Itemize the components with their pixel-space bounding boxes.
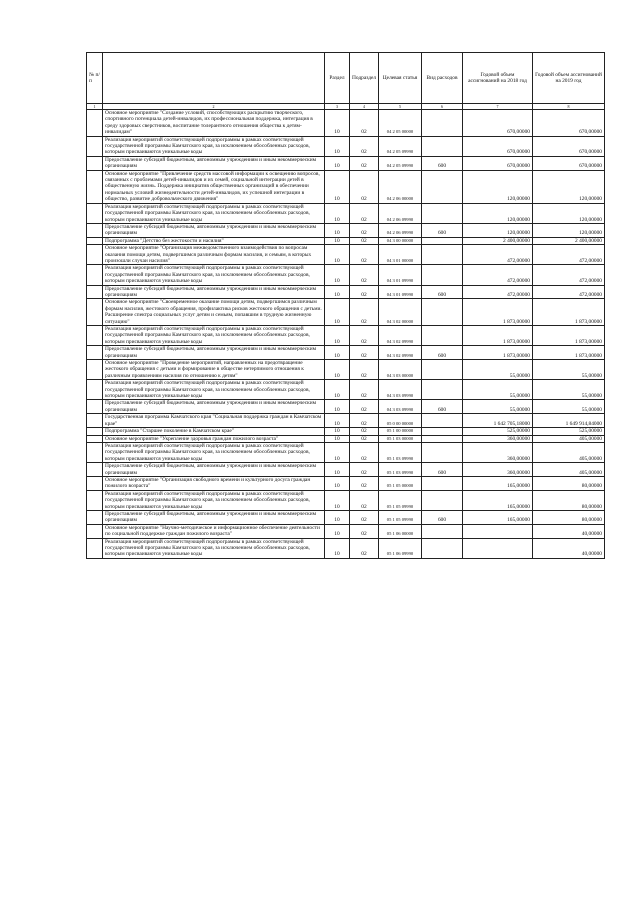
cell-vol2019: 55,00000	[533, 400, 605, 414]
cell-razdel: 10	[325, 299, 350, 326]
cell-expense	[422, 265, 463, 285]
cell-no	[87, 299, 103, 326]
cell-podrazdel: 02	[350, 476, 379, 490]
cell-expense: 600	[422, 400, 463, 414]
cell-podrazdel: 02	[350, 360, 379, 380]
cell-name: Предоставление субсидий бюджетным, автономным учреждениям и иным некоммерческим организациям	[103, 156, 325, 170]
cell-expense	[422, 203, 463, 223]
table-row	[87, 170, 605, 203]
cell-target: 04 3 03 00000	[379, 360, 422, 380]
column-number: 4	[350, 104, 379, 110]
cell-podrazdel: 02	[350, 538, 379, 558]
cell-podrazdel: 02	[350, 524, 379, 538]
header-podrazdel: Подраздел	[350, 53, 379, 104]
cell-podrazdel: 02	[350, 490, 379, 510]
table-row	[87, 110, 605, 137]
cell-target: 05 1 05 00000	[379, 476, 422, 490]
cell-expense	[422, 110, 463, 137]
cell-razdel: 10	[325, 428, 350, 435]
table-body	[87, 110, 605, 559]
cell-razdel: 10	[325, 156, 350, 170]
cell-name: Государственная программа Камчатского края "Социальная поддержка граждан в Камчатском крае"	[103, 414, 325, 428]
cell-razdel: 10	[325, 380, 350, 400]
budget-sheet	[86, 52, 604, 559]
cell-vol2018: 120,00000	[463, 203, 533, 223]
cell-podrazdel: 02	[350, 156, 379, 170]
cell-razdel: 10	[325, 170, 350, 203]
cell-razdel: 10	[325, 490, 350, 510]
table-row	[87, 442, 605, 462]
table-row	[87, 400, 605, 414]
cell-razdel: 10	[325, 346, 350, 360]
cell-expense	[422, 414, 463, 428]
cell-expense	[422, 237, 463, 244]
cell-name: Подпрограмма "Старшее поколение в Камчатском крае"	[103, 428, 325, 435]
cell-expense: 600	[422, 223, 463, 237]
cell-name: Реализация мероприятий соответствующей подпрограммы в рамках соответствующей государственной программы Камчатского края, за исключением обособленных расходов, которым присваиваются уникальные коды	[103, 490, 325, 510]
cell-podrazdel: 02	[350, 380, 379, 400]
cell-podrazdel: 02	[350, 400, 379, 414]
table-row	[87, 476, 605, 490]
cell-no	[87, 223, 103, 237]
cell-vol2019: 1 873,00000	[533, 346, 605, 360]
cell-vol2019: 80,00000	[533, 510, 605, 524]
cell-expense	[422, 476, 463, 490]
column-number: 7	[463, 104, 533, 110]
cell-vol2019: 670,00000	[533, 156, 605, 170]
cell-vol2019: 670,00000	[533, 110, 605, 137]
cell-vol2019: 525,00000	[533, 428, 605, 435]
table-row	[87, 299, 605, 326]
table-row	[87, 380, 605, 400]
cell-podrazdel: 02	[350, 170, 379, 203]
cell-vol2019: 55,00000	[533, 380, 605, 400]
table-row	[87, 326, 605, 346]
cell-name: Реализация мероприятий соответствующей подпрограммы в рамках соответствующей государственной программы Камчатского края, за исключением обособленных расходов, которым присваиваются уникальные коды	[103, 136, 325, 156]
cell-vol2019: 405,00000	[533, 442, 605, 462]
cell-vol2019: 1 873,00000	[533, 299, 605, 326]
cell-vol2018: 165,00000	[463, 476, 533, 490]
cell-no	[87, 414, 103, 428]
cell-target: 04 3 03 09990	[379, 400, 422, 414]
cell-vol2018: 670,00000	[463, 156, 533, 170]
cell-vol2018: 1 642 705,18000	[463, 414, 533, 428]
cell-vol2019: 80,00000	[533, 476, 605, 490]
cell-razdel: 10	[325, 510, 350, 524]
cell-vol2019: 80,00000	[533, 490, 605, 510]
cell-podrazdel: 02	[350, 463, 379, 477]
cell-target: 04 3 02 00000	[379, 299, 422, 326]
cell-vol2019: 55,00000	[533, 360, 605, 380]
cell-vol2018: 55,00000	[463, 360, 533, 380]
cell-razdel: 10	[325, 110, 350, 137]
cell-razdel: 10	[325, 265, 350, 285]
cell-no	[87, 346, 103, 360]
cell-name: Реализация мероприятий соответствующей подпрограммы в рамках соответствующей государственной программы Камчатского края, за исключением обособленных расходов, которым присваиваются уникальные коды	[103, 538, 325, 558]
cell-target: 05 1 03 09990	[379, 463, 422, 477]
cell-vol2018	[463, 538, 533, 558]
cell-expense	[422, 360, 463, 380]
cell-name: Реализация мероприятий соответствующей подпрограммы в рамках соответствующей государственной программы Камчатского края, за исключением обособленных расходов, которым присваиваются уникальные коды	[103, 380, 325, 400]
cell-razdel: 10	[325, 400, 350, 414]
cell-name: Предоставление субсидий бюджетным, автономным учреждениям и иным некоммерческим организациям	[103, 223, 325, 237]
cell-razdel: 10	[325, 463, 350, 477]
cell-podrazdel: 02	[350, 299, 379, 326]
cell-expense	[422, 170, 463, 203]
cell-vol2018: 472,00000	[463, 245, 533, 265]
cell-name: Основное мероприятие "Создание условий, способствующих раскрытию творческого, спортивного потенциала детей-инвалидов, их профессиональная поддержка, интеграция в среду здоровых сверстников, воспитание толерантного отношения общества к детям-инвалидам"	[103, 110, 325, 137]
cell-no	[87, 476, 103, 490]
cell-name: Предоставление субсидий бюджетным, автономным учреждениям и иным некоммерческим организациям	[103, 400, 325, 414]
cell-vol2019: 40,00000	[533, 538, 605, 558]
cell-podrazdel: 02	[350, 203, 379, 223]
cell-target: 05 0 00 00000	[379, 414, 422, 428]
cell-expense: 600	[422, 156, 463, 170]
cell-vol2019: 2 400,00000	[533, 237, 605, 244]
cell-vol2019: 405,00000	[533, 463, 605, 477]
table-row	[87, 490, 605, 510]
cell-no	[87, 170, 103, 203]
cell-name: Реализация мероприятий соответствующей подпрограммы в рамках соответствующей государственной программы Камчатского края, за исключением обособленных расходов, которым присваиваются уникальные коды	[103, 326, 325, 346]
cell-expense: 600	[422, 346, 463, 360]
cell-vol2018: 165,00000	[463, 510, 533, 524]
cell-target: 04 3 00 00000	[379, 237, 422, 244]
cell-podrazdel: 02	[350, 510, 379, 524]
cell-target: 05 1 05 09990	[379, 490, 422, 510]
column-number: 8	[533, 104, 605, 110]
cell-razdel: 10	[325, 326, 350, 346]
cell-no	[87, 110, 103, 137]
cell-razdel: 10	[325, 442, 350, 462]
cell-name: Основное мероприятие "Организация межведомственного взаимодействия по вопросам оказания помощи детям, подвергшимся различным формам насилия, и семьям, в которых произошли случаи насилия"	[103, 245, 325, 265]
cell-vol2019: 472,00000	[533, 245, 605, 265]
cell-vol2018	[463, 524, 533, 538]
column-number: 2	[103, 104, 325, 110]
cell-no	[87, 156, 103, 170]
cell-no	[87, 265, 103, 285]
cell-vol2018: 472,00000	[463, 265, 533, 285]
cell-razdel: 10	[325, 223, 350, 237]
table-row	[87, 285, 605, 299]
column-number: 1	[87, 104, 103, 110]
cell-target: 05 1 03 00000	[379, 435, 422, 442]
cell-name: Основное мероприятие "Привлечение средств массовой информации к освещению вопросов, связанных с проблемами детей-инвалидов и их семей, социальной интеграции детей в общественную жизнь. Поддержка инициатив общественных организаций в обеспечении нормальных условий жизнедеятельности детей-инвалидов, их успешной интеграции в общество, развитие добровольческого движения"	[103, 170, 325, 203]
table-row	[87, 428, 605, 435]
table-row	[87, 265, 605, 285]
cell-razdel: 10	[325, 435, 350, 442]
cell-target: 05 1 03 09990	[379, 442, 422, 462]
cell-razdel: 10	[325, 136, 350, 156]
cell-vol2019: 120,00000	[533, 223, 605, 237]
cell-podrazdel: 02	[350, 110, 379, 137]
cell-vol2018: 670,00000	[463, 110, 533, 137]
cell-vol2018: 360,00000	[463, 463, 533, 477]
cell-expense: 600	[422, 463, 463, 477]
cell-podrazdel: 02	[350, 428, 379, 435]
cell-name: Реализация мероприятий соответствующей подпрограммы в рамках соответствующей государственной программы Камчатского края, за исключением обособленных расходов, которым присваиваются уникальные коды	[103, 203, 325, 223]
table-row	[87, 510, 605, 524]
cell-target: 04 2 06 09990	[379, 223, 422, 237]
budget-table	[86, 52, 605, 559]
cell-vol2019: 472,00000	[533, 265, 605, 285]
cell-razdel: 10	[325, 524, 350, 538]
cell-no	[87, 360, 103, 380]
header-razdel: Раздел	[325, 53, 350, 104]
cell-expense	[422, 428, 463, 435]
cell-expense	[422, 380, 463, 400]
cell-razdel: 10	[325, 285, 350, 299]
cell-expense	[422, 245, 463, 265]
table-row	[87, 237, 605, 244]
cell-podrazdel: 02	[350, 414, 379, 428]
table-row	[87, 524, 605, 538]
cell-target: 04 3 01 09990	[379, 265, 422, 285]
cell-vol2018: 120,00000	[463, 170, 533, 203]
cell-name: Предоставление субсидий бюджетным, автономным учреждениям и иным некоммерческим организациям	[103, 346, 325, 360]
cell-no	[87, 203, 103, 223]
cell-target: 05 1 06 00000	[379, 524, 422, 538]
cell-vol2018: 360,00000	[463, 435, 533, 442]
cell-target: 04 2 06 00000	[379, 170, 422, 203]
column-number: 6	[422, 104, 463, 110]
cell-expense	[422, 490, 463, 510]
cell-no	[87, 237, 103, 244]
cell-expense: 600	[422, 285, 463, 299]
cell-name: Предоставление субсидий бюджетным, автономным учреждениям и иным некоммерческим организациям	[103, 285, 325, 299]
cell-no	[87, 442, 103, 462]
cell-podrazdel: 02	[350, 223, 379, 237]
cell-no	[87, 245, 103, 265]
cell-name: Подпрограмма "Детство без жестокости и насилия"	[103, 237, 325, 244]
cell-vol2018: 472,00000	[463, 285, 533, 299]
cell-no	[87, 285, 103, 299]
cell-razdel: 10	[325, 203, 350, 223]
cell-target: 05 1 00 00000	[379, 428, 422, 435]
cell-expense	[422, 524, 463, 538]
cell-vol2018: 1 873,00000	[463, 346, 533, 360]
column-number: 5	[379, 104, 422, 110]
cell-expense	[422, 136, 463, 156]
cell-target: 04 3 02 09990	[379, 346, 422, 360]
header-vol2019: Годовой объем ассигнований на 2019 год	[533, 53, 605, 104]
table-row	[87, 223, 605, 237]
cell-podrazdel: 02	[350, 326, 379, 346]
cell-vol2018: 670,00000	[463, 136, 533, 156]
cell-name: Предоставление субсидий бюджетным, автономным учреждениям и иным некоммерческим организациям	[103, 510, 325, 524]
cell-expense	[422, 299, 463, 326]
cell-vol2018: 1 873,00000	[463, 299, 533, 326]
cell-name: Основное мероприятие "Своевременное оказание помощи детям, подвергшимся различным формам насилия, жестокого обращения, профилактика рисков жестокого обращения с детьми. Расширение спектра социальных услуг детям и семьям, попавшим в трудную жизненную ситуацию"	[103, 299, 325, 326]
cell-podrazdel: 02	[350, 245, 379, 265]
table-row	[87, 136, 605, 156]
cell-podrazdel: 02	[350, 237, 379, 244]
table-row	[87, 538, 605, 558]
cell-target: 04 2 05 09990	[379, 136, 422, 156]
cell-vol2018: 165,00000	[463, 490, 533, 510]
cell-no	[87, 136, 103, 156]
cell-no	[87, 428, 103, 435]
cell-name: Основное мероприятие "Организация свободного времени и культурного досуга граждан пожилого возраста"	[103, 476, 325, 490]
cell-name: Предоставление субсидий бюджетным, автономным учреждениям и иным некоммерческим организациям	[103, 463, 325, 477]
header-name	[103, 53, 325, 104]
cell-target: 04 2 06 09990	[379, 203, 422, 223]
cell-no	[87, 435, 103, 442]
table-row	[87, 414, 605, 428]
cell-vol2018: 525,00000	[463, 428, 533, 435]
cell-no	[87, 400, 103, 414]
cell-target: 05 1 06 09990	[379, 538, 422, 558]
table-row	[87, 203, 605, 223]
cell-vol2018: 1 873,00000	[463, 326, 533, 346]
cell-vol2019: 670,00000	[533, 136, 605, 156]
cell-expense	[422, 442, 463, 462]
cell-vol2019: 405,00000	[533, 435, 605, 442]
table-row	[87, 463, 605, 477]
cell-vol2018: 55,00000	[463, 400, 533, 414]
header-row	[87, 53, 605, 104]
cell-target: 04 2 05 00000	[379, 110, 422, 137]
table-row	[87, 435, 605, 442]
table-row	[87, 156, 605, 170]
cell-no	[87, 524, 103, 538]
cell-razdel: 10	[325, 476, 350, 490]
cell-podrazdel: 02	[350, 442, 379, 462]
cell-podrazdel: 02	[350, 285, 379, 299]
cell-podrazdel: 02	[350, 136, 379, 156]
cell-no	[87, 538, 103, 558]
cell-vol2018: 120,00000	[463, 223, 533, 237]
cell-expense	[422, 538, 463, 558]
cell-podrazdel: 02	[350, 346, 379, 360]
cell-vol2019: 120,00000	[533, 170, 605, 203]
cell-vol2018: 360,00000	[463, 442, 533, 462]
cell-vol2019: 1 649 914,84000	[533, 414, 605, 428]
cell-expense	[422, 326, 463, 346]
cell-name: Основное мероприятие "Научно-методическое и информационное обеспечение деятельности по социальной поддержке граждан пожилого возраста"	[103, 524, 325, 538]
cell-no	[87, 490, 103, 510]
cell-target: 05 1 05 09990	[379, 510, 422, 524]
cell-target: 04 3 02 09990	[379, 326, 422, 346]
cell-target: 04 3 03 09990	[379, 380, 422, 400]
cell-vol2019: 472,00000	[533, 285, 605, 299]
cell-vol2019: 120,00000	[533, 203, 605, 223]
header-expense: Вид расходов	[422, 53, 463, 104]
cell-razdel: 10	[325, 414, 350, 428]
cell-no	[87, 326, 103, 346]
cell-target: 04 3 01 09990	[379, 285, 422, 299]
cell-razdel: 10	[325, 237, 350, 244]
cell-expense: 600	[422, 510, 463, 524]
cell-no	[87, 510, 103, 524]
cell-target: 04 2 05 09990	[379, 156, 422, 170]
header-target: Целевая статья	[379, 53, 422, 104]
cell-razdel: 10	[325, 538, 350, 558]
cell-target: 04 3 01 00000	[379, 245, 422, 265]
column-number: 3	[325, 104, 350, 110]
cell-vol2018: 2 400,00000	[463, 237, 533, 244]
table-row	[87, 360, 605, 380]
cell-name: Реализация мероприятий соответствующей подпрограммы в рамках соответствующей государственной программы Камчатского края, за исключением обособленных расходов, которым присваиваются уникальные коды	[103, 265, 325, 285]
cell-podrazdel: 02	[350, 265, 379, 285]
cell-no	[87, 463, 103, 477]
cell-name: Реализация мероприятий соответствующей подпрограммы в рамках соответствующей государственной программы Камчатского края, за исключением обособленных расходов, которым присваиваются уникальные коды	[103, 442, 325, 462]
cell-name: Основное мероприятие "Проведение мероприятий, направленных на предотвращение жестокого обращения с детьми и формирование в обществе нетерпимого отношения к различным проявлениям насилия по отношению к детям"	[103, 360, 325, 380]
header-no: № п/п	[87, 53, 103, 104]
table-row	[87, 245, 605, 265]
cell-podrazdel: 02	[350, 435, 379, 442]
cell-vol2018: 55,00000	[463, 380, 533, 400]
cell-name: Основное мероприятие "Укрепление здоровья граждан пожилого возраста"	[103, 435, 325, 442]
cell-no	[87, 380, 103, 400]
cell-expense	[422, 435, 463, 442]
cell-razdel: 10	[325, 360, 350, 380]
header-vol2018: Годовой объем ассигнований на 2018 год	[463, 53, 533, 104]
cell-razdel: 10	[325, 245, 350, 265]
cell-vol2019: 40,00000	[533, 524, 605, 538]
table-row	[87, 346, 605, 360]
cell-vol2019: 1 873,00000	[533, 326, 605, 346]
